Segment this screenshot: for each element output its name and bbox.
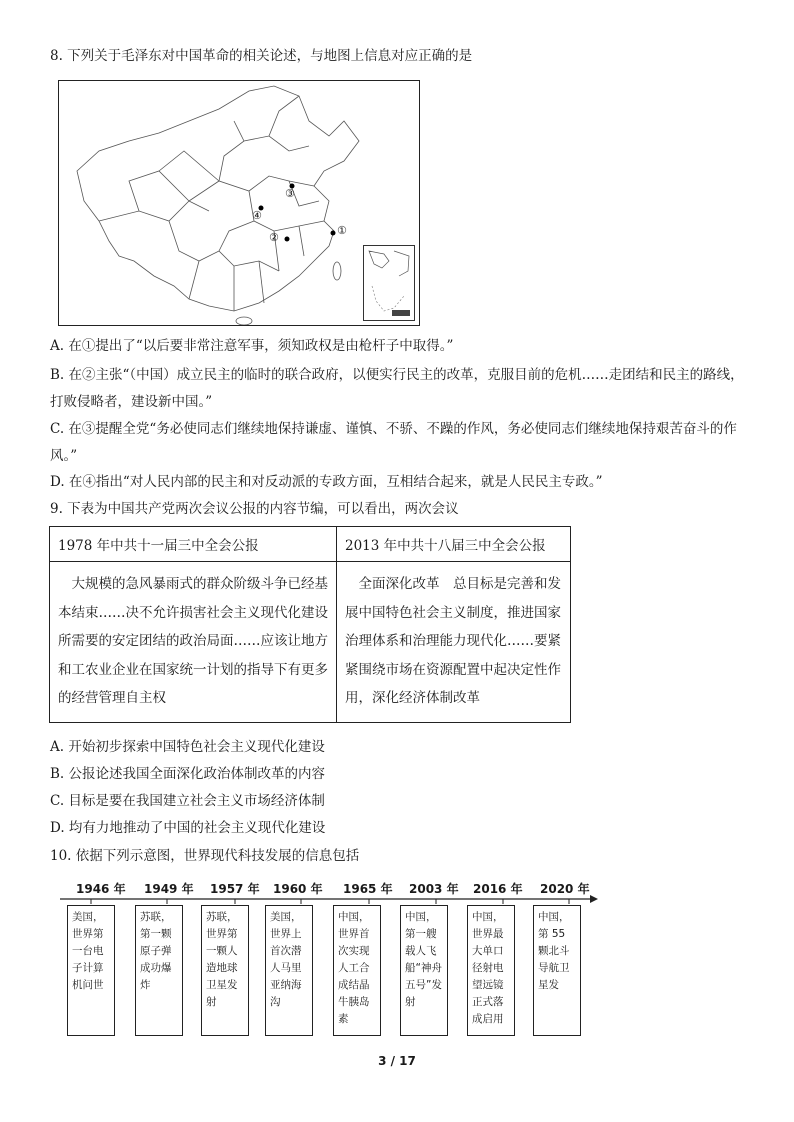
q9-table-header-1978: 1978 年中共十一届三中全会公报	[50, 527, 337, 562]
timeline-year-2003: 2003 年	[409, 882, 459, 896]
page-number: 3 / 17	[378, 1054, 416, 1068]
q8-option-a[interactable]: A. 在①提出了“以后要非常注意军事，须知政权是由枪杆子中取得。”	[50, 338, 454, 354]
q9-table-body-1978: 大规模的急风暴雨式的群众阶级斗争已经基本结束……决不允许损害社会主义现代化建设所需要的安定团结的政治局面……应该让地方和工农业企业在国家统一计划的指导下有更多的经营管理自主权	[50, 562, 337, 723]
q9-table-header-2013: 2013 年中共十八届三中全会公报	[337, 527, 571, 562]
q8-stem: 8. 下列关于毛泽东对中国革命的相关论述，与地图上信息对应正确的是	[50, 48, 473, 64]
timeline-event-1957: 苏联，世界第一颗人造地球卫星发射	[201, 905, 249, 1036]
map-label-1: ①	[337, 224, 347, 237]
timeline-event-2016: 中国，世界最大单口径射电望远镜正式落成启用	[467, 905, 515, 1036]
q8-option-b[interactable]: B. 在②主张“（中国）成立民主的临时的联合政府，以便实行民主的改革，克服目前的危机……走团结和民主的路线，打败侵略者，建设新中国。”	[50, 367, 744, 410]
q8-option-c[interactable]: C. 在③提醒全党“务必使同志们继续地保持谦虚、谨慎、不骄、不躁的作风，务必使同志们继续地保持艰苦奋斗的作风。”	[50, 421, 737, 464]
timeline-year-2020: 2020 年	[540, 882, 590, 896]
map-label-4: ④	[252, 209, 262, 222]
timeline-year-1946: 1946 年	[76, 882, 126, 896]
arrow-right-icon	[590, 895, 598, 903]
timeline-event-2020: 中国，第 55 颗北斗导航卫星发	[533, 905, 581, 1036]
q10-stem: 10. 依据下列示意图，世界现代科技发展的信息包括	[50, 848, 360, 864]
timeline-year-1960: 1960 年	[273, 882, 323, 896]
timeline-event-2003: 中国，第一艘载人飞船“神舟五号”发射	[400, 905, 448, 1036]
q9-option-a[interactable]: A. 开始初步探索中国特色社会主义现代化建设	[50, 739, 325, 755]
timeline-event-1960: 美国，世界上首次潜人马里亚纳海沟	[265, 905, 313, 1036]
timeline-year-1965: 1965 年	[343, 882, 393, 896]
south-sea-islands-icon	[364, 246, 414, 320]
timeline-year-1949: 1949 年	[144, 882, 194, 896]
timeline-event-1946: 美国，世界第一台电子计算机问世	[67, 905, 115, 1036]
timeline-year-1957: 1957 年	[210, 882, 260, 896]
timeline-event-1949: 苏联，第一颗原子弹成功爆炸	[135, 905, 183, 1036]
q9-option-c[interactable]: C. 目标是要在我国建立社会主义市场经济体制	[50, 793, 325, 809]
south-china-sea-inset	[363, 245, 415, 321]
q9-stem: 9. 下表为中国共产党两次会议公报的内容节编，可以看出，两次会议	[50, 501, 459, 517]
q9-table-body-2013: 全面深化改革 总目标是完善和发展中国特色社会主义制度，推进国家治理体系和治理能力现代化……要紧紧围绕市场在资源配置中起决定性作用，深化经济体制改革	[337, 562, 571, 723]
map-label-2: ②	[269, 231, 279, 244]
q8-option-d[interactable]: D. 在④指出“对人民内部的民主和对反动派的专政方面，互相结合起来，就是人民民主专政。”	[50, 474, 603, 490]
timeline-event-1965: 中国，世界首次实现人工合成结晶牛胰岛素	[333, 905, 381, 1036]
timeline-year-2016: 2016 年	[473, 882, 523, 896]
china-map	[58, 80, 420, 326]
q9-option-b[interactable]: B. 公报论述我国全面深化政治体制改革的内容	[50, 766, 326, 782]
q9-option-d[interactable]: D. 均有力地推动了中国的社会主义现代化建设	[50, 820, 326, 836]
q9-table	[49, 526, 571, 723]
map-label-3: ③	[285, 187, 295, 200]
